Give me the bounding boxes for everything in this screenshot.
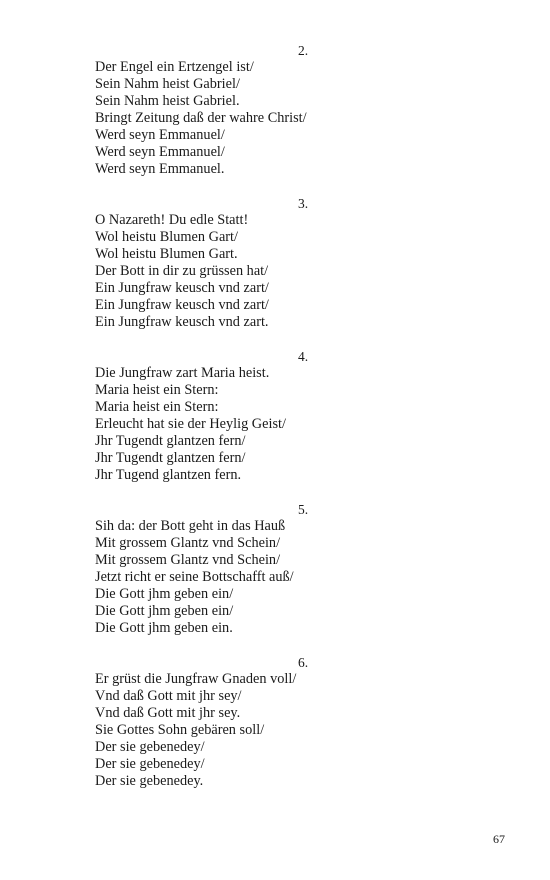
verse-line: Werd seyn Emmanuel.: [95, 161, 225, 177]
stanza: [95, 654, 395, 790]
verse-line: Sein Nahm heist Gabriel.: [95, 93, 240, 109]
stanza-number: 6.: [298, 655, 309, 670]
verse-line: Wol heistu Blumen Gart.: [95, 246, 238, 262]
verse-line: Sein Nahm heist Gabriel/: [95, 76, 240, 92]
verse-line: Der Engel ein Ertzengel ist/: [95, 59, 254, 75]
verse-line: Maria heist ein Stern:: [95, 382, 219, 398]
stanza: [95, 195, 395, 331]
verse-line: Sih da: der Bott geht in das Hauß: [95, 518, 286, 534]
verse-line: O Nazareth! Du edle Statt!: [95, 212, 249, 228]
verse-line: Vnd daß Gott mit jhr sey/: [95, 688, 242, 704]
verse-line: Der sie gebenedey/: [95, 739, 205, 755]
verse-line: Jhr Tugendt glantzen fern/: [95, 433, 246, 449]
verse-line: Der sie gebenedey.: [95, 773, 204, 789]
verse-line: Der sie gebenedey/: [95, 756, 205, 772]
verse-line: Die Gott jhm geben ein/: [95, 586, 234, 602]
stanza-number: 4.: [298, 349, 309, 364]
stanza: [95, 42, 395, 178]
verse-line: Werd seyn Emmanuel/: [95, 127, 225, 143]
verse-line: Ein Jungfraw keusch vnd zart/: [95, 280, 269, 296]
verse-line: Erleucht hat sie der Heylig Geist/: [95, 416, 286, 432]
verse-line: Die Gott jhm geben ein.: [95, 620, 233, 636]
verse-line: Werd seyn Emmanuel/: [95, 144, 225, 160]
stanza-number: 5.: [298, 502, 309, 517]
verse-line: Jetzt richt er seine Bottschafft auß/: [95, 569, 294, 585]
verse-line: Jhr Tugendt glantzen fern/: [95, 450, 246, 466]
verse-line: Die Jungfraw zart Maria heist.: [95, 365, 270, 381]
stanza: [95, 501, 395, 637]
verse-line: Die Gott jhm geben ein/: [95, 603, 234, 619]
verse-line: Ein Jungfraw keusch vnd zart/: [95, 297, 269, 313]
verse-line: Wol heistu Blumen Gart/: [95, 229, 238, 245]
verse-line: Mit grossem Glantz vnd Schein/: [95, 535, 281, 551]
stanza-number: 3.: [298, 196, 309, 211]
verse-line: Er grüst die Jungfraw Gnaden voll/: [95, 671, 297, 687]
verse-line: Mit grossem Glantz vnd Schein/: [95, 552, 281, 568]
hymn-text: [95, 42, 395, 807]
stanza: [95, 348, 395, 484]
verse-line: Der Bott in dir zu grüssen hat/: [95, 263, 269, 279]
verse-line: Sie Gottes Sohn gebären soll/: [95, 722, 265, 738]
verse-line: Bringt Zeitung daß der wahre Christ/: [95, 110, 307, 126]
verse-line: Jhr Tugend glantzen fern.: [95, 467, 242, 483]
verse-line: Maria heist ein Stern:: [95, 399, 219, 415]
page-number: 67: [493, 832, 505, 846]
verse-line: Ein Jungfraw keusch vnd zart.: [95, 314, 269, 330]
stanza-number: 2.: [298, 43, 309, 58]
verse-line: Vnd daß Gott mit jhr sey.: [95, 705, 241, 721]
